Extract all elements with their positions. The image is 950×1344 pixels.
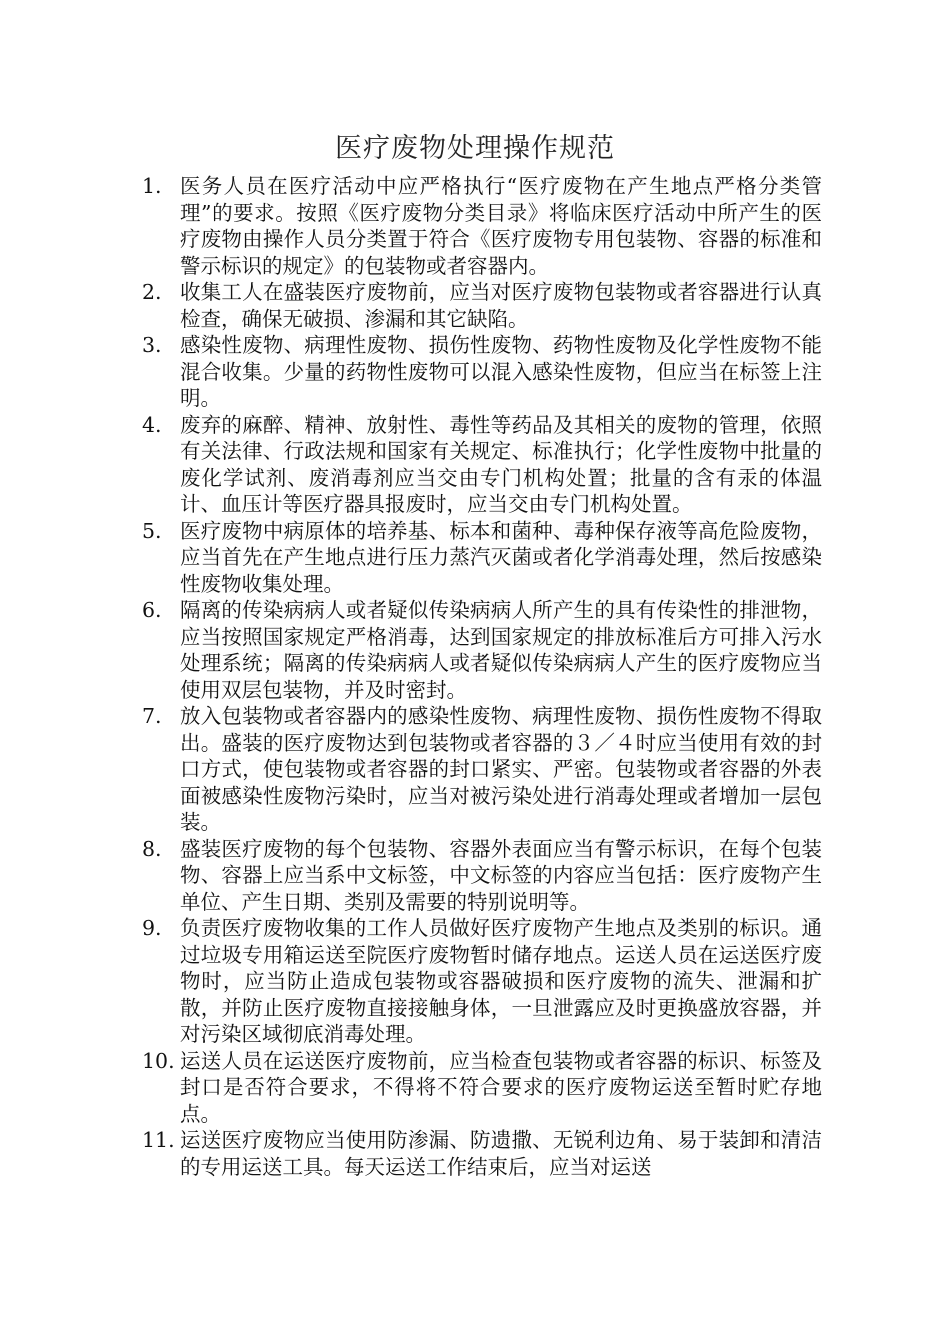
list-item	[142, 412, 822, 518]
item-text: 废弃的麻醉、精神、放射性、毒性等药品及其相关的废物的管理，依照有关法律、行政法规和国家有关规定、标准执行；化学性废物中批量的废化学试剂、废消毒剂应当交由专门机构处置；批量的含有汞的体温计、血压计等医疗器具报废时，应当交由专门机构处置。	[180, 412, 822, 516]
item-text: 医务人员在医疗活动中应严格执行“医疗废物在产生地点严格分类管理”的要求。按照《医疗废物分类目录》将临床医疗活动中所产生的医疗废物由操作人员分类置于符合《医疗废物专用包装物、容器的标准和警示标识的规定》的包装物或者容器内。	[180, 174, 822, 278]
page-title: 医疗废物处理操作规范	[335, 133, 615, 164]
item-number: 4.	[142, 412, 162, 437]
item-text: 盛装医疗废物的每个包装物、容器外表面应当有警示标识，在每个包装物、容器上应当系中文标签，中文标签的内容应当包括：医疗废物产生单位、产生日期、类别及需要的特别说明等。	[180, 836, 822, 914]
list-item	[142, 915, 822, 1048]
item-number: 8.	[142, 836, 162, 861]
item-number: 1.	[142, 174, 162, 198]
item-number: 2.	[142, 280, 162, 304]
item-text: 负责医疗废物收集的工作人员做好医疗废物产生地点及类别的标识。通过垃圾专用箱运送至院医疗废物暂时储存地点。运送人员在运送医疗废物时，应当防止造成包装物或容器破损和医疗废物的流失、泄漏和扩散，并防止医疗废物直接接触身体，一旦泄露应及时更换盛放容器，并对污染区域彻底消毒处理。	[180, 916, 822, 1046]
list-item	[142, 703, 822, 836]
item-number: 9.	[142, 916, 162, 940]
list-item	[142, 332, 822, 412]
list-item	[142, 518, 822, 598]
list-item	[142, 1127, 822, 1180]
item-text: 隔离的传染病病人或者疑似传染病病人所产生的具有传染性的排泄物，应当按照国家规定严格消毒，达到国家规定的排放标准后方可排入污水处理系统；隔离的传染病病人或者疑似传染病病人产生的医疗废物应当使用双层包装物，并及时密封。	[180, 598, 822, 702]
list-item	[142, 173, 822, 279]
list-item	[142, 279, 822, 332]
item-number: 11.	[142, 1128, 175, 1152]
item-text: 放入包装物或者容器内的感染性废物、病理性废物、损伤性废物不得取出。盛装的医疗废物达到包装物或者容器的３／４时应当使用有效的封口方式，使包装物或者容器的封口紧实、严密。包装物或者容器的外表面被感染性废物污染时，应当对被污染处进行消毒处理或者增加一层包装。	[180, 704, 822, 834]
list-item	[142, 1048, 822, 1128]
item-text: 医疗废物中病原体的培养基、标本和菌种、毒种保存液等高危险废物，应当首先在产生地点进行压力蒸汽灭菌或者化学消毒处理，然后按感染性废物收集处理。	[180, 518, 822, 596]
item-text: 运送医疗废物应当使用防渗漏、防遗撒、无锐利边角、易于装卸和清洁的专用运送工具。每天运送工作结束后，应当对运送	[180, 1128, 822, 1179]
item-number: 5.	[142, 518, 162, 543]
item-number: 6.	[142, 598, 162, 622]
item-text: 感染性废物、病理性废物、损伤性废物、药物性废物及化学性废物不能混合收集。少量的药物性废物可以混入感染性废物，但应当在标签上注明。	[180, 333, 822, 410]
item-number: 10.	[142, 1048, 175, 1073]
list-item	[142, 597, 822, 703]
item-number: 3.	[142, 333, 162, 357]
item-text: 运送人员在运送医疗废物前，应当检查包装物或者容器的标识、标签及封口是否符合要求，不得将不符合要求的医疗废物运送至暂时贮存地点。	[180, 1048, 822, 1126]
regulation-list	[142, 173, 822, 1180]
item-text: 收集工人在盛装医疗废物前，应当对医疗废物包装物或者容器进行认真检查，确保无破损、渗漏和其它缺陷。	[180, 280, 822, 331]
item-number: 7.	[142, 704, 162, 728]
list-item	[142, 836, 822, 916]
